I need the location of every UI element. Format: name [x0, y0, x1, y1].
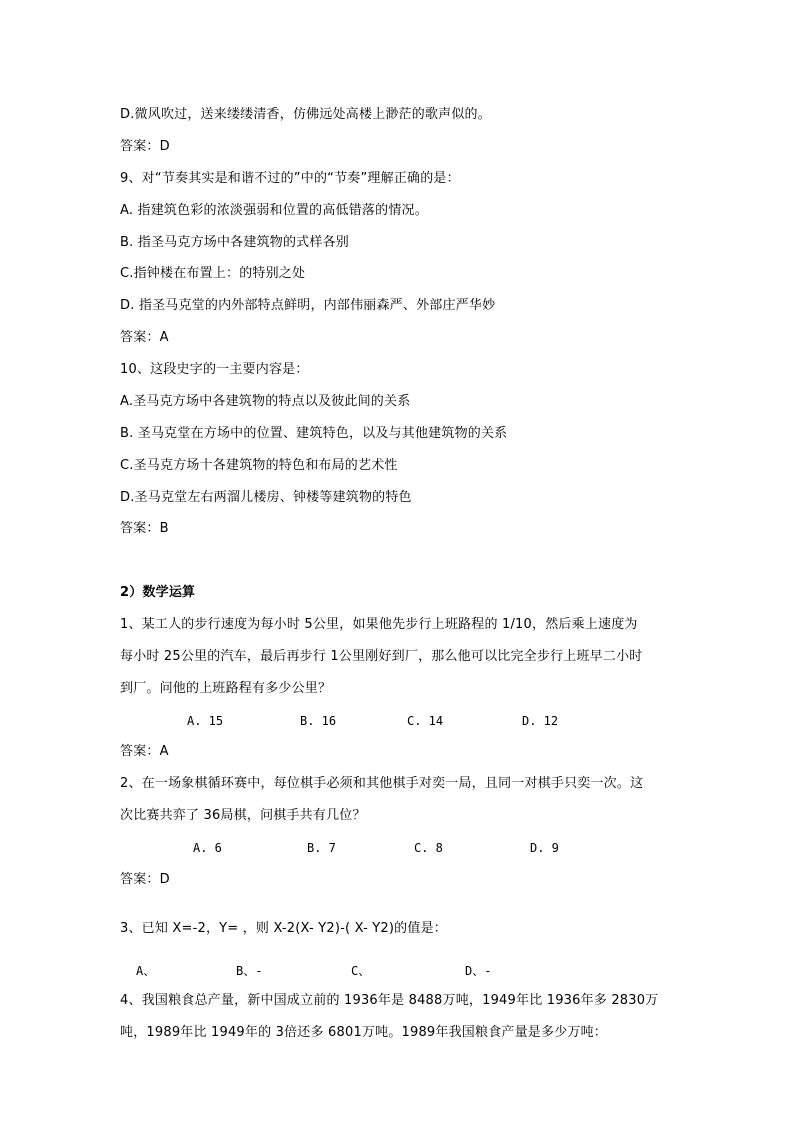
option-text: D.圣马克堂左右两溜儿楼房、钟楼等建筑物的特色 [120, 490, 412, 505]
option-c: C. 8 [414, 841, 443, 855]
option-text: D. 指圣马克堂的内外部特点鲜明，内部伟丽森严、外部庄严华妙 [120, 298, 496, 313]
answer-text: 答案：A [120, 330, 169, 345]
answer-text: 答案：B [120, 521, 169, 536]
question-text: 3、已知 X=-2，Y= ，则 X-2(X- Y2)-( X- Y2)的值是： [120, 921, 447, 936]
option-c: C. 14 [407, 714, 444, 728]
question-text: 每小时 25公里的汽车，最后再步行 1公里刚好到厂，那么他可以比完全步行上班早二小时 [120, 649, 643, 664]
option-text: A.圣马克方场中各建筑物的特点以及彼此间的关系 [120, 394, 411, 409]
question-text: 1、某工人的步行速度为每小时 5公里，如果他先步行上班路程的 1/10，然后乘上速度为 [120, 617, 638, 632]
option-c: C、 [351, 964, 371, 978]
option-text: C.圣马克方场十各建筑物的特色和布局的艺术性 [120, 458, 398, 473]
question-text: 2、在一场象棋循环赛中，每位棋手必须和其他棋手对奕一局，且同一对棋手只奕一次。这 [120, 776, 644, 791]
option-text: B. 指圣马克方场中各建筑物的式样各别 [120, 235, 349, 250]
option-d: D. 9 [530, 841, 559, 855]
option-b: B. 7 [307, 841, 336, 855]
option-a: A. 6 [193, 841, 222, 855]
option-b: B、- [236, 964, 263, 978]
option-text: B. 圣马克堂在方场中的位置、建筑特色，以及与其他建筑物的关系 [120, 426, 508, 441]
question-text: 到厂。问他的上班路程有多少公里？ [120, 681, 332, 696]
section-heading: 2）数学运算 [120, 585, 196, 600]
option-d: D. 12 [522, 714, 559, 728]
option-b: B. 16 [300, 714, 337, 728]
question-text: 4、我国粮食总产量，新中国成立前的 1936年是 8488万吨，1949年比 1936年多 2830万 [120, 993, 659, 1008]
option-a: A. 15 [187, 714, 224, 728]
answer-text: 答案：D [120, 872, 170, 887]
question-text: 吨，1989年比 1949年的 3倍还多 6801万吨。1989年我国粮食产量是多少万吨： [120, 1025, 608, 1040]
option-text: A. 指建筑色彩的浓淡强弱和位置的高低错落的情况。 [120, 203, 428, 218]
answer-text: 答案：A [120, 744, 169, 759]
option-d: D、- [465, 964, 492, 978]
question-text: 10、这段史字的一主要内容是： [120, 362, 309, 377]
question-text: 9、对“节奏其实是和谐不过的”中的“节奏”理解正确的是： [120, 171, 460, 186]
answer-text: 答案：D [120, 139, 170, 154]
option-text: D.微风吹过，送来缕缕清香，仿佛远处高楼上渺茫的歌声似的。 [120, 107, 491, 122]
option-a: A、 [136, 964, 156, 978]
option-text: C.指钟楼在布置上：的特别之处 [120, 266, 306, 281]
question-text: 次比赛共弈了 36局棋，问棋手共有几位？ [120, 808, 366, 823]
